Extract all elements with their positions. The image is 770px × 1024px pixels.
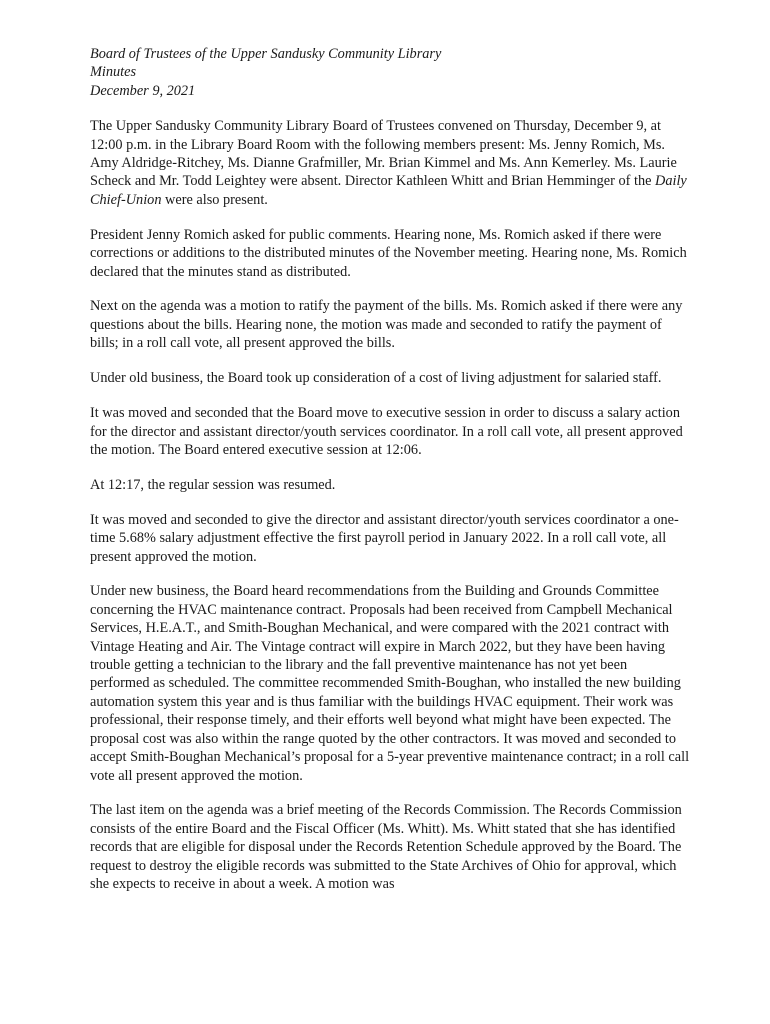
document-subtitle: Minutes (90, 64, 137, 81)
paragraph-executive-session: It was moved and seconded that the Board move to executive session in order to discuss a salary action for the director and assistant director/youth services coordinator. In a roll call vote, all present approved the motion. The Board entered executive session at 12:06. (90, 405, 683, 458)
paragraph-salary-adjustment: It was moved and seconded to give the director and assistant director/youth services coordinator a one-time 5.68% salary adjustment effective the first payroll period in January 2022. In a roll call vote, all present approved the motion. (90, 511, 679, 565)
newspaper-name: Daily Chief-Union (90, 173, 687, 208)
paragraph-public-comments: President Jenny Romich asked for public comments. Hearing none, Ms. Romich asked if there were corrections or additions to the distributed minutes of the November meeting. Hearing none, Ms. Romich declared that the minutes stand as distributed. (90, 226, 687, 280)
paragraph-records-commission: The last item on the agenda was a brief meeting of the Records Commission. The Records Commission consists of the entire Board and the Fiscal Officer (Ms. Whitt). Ms. Whitt stated that she has identified records that are eligible for disposal under the Records Retention Schedule approved by the Board. The request to destroy the eligible records was submitted to the State Archives of Ohio for approval, which she expects to receive in about a week. A motion was (90, 802, 682, 893)
paragraph-new-business: Under new business, the Board heard recommendations from the Building and Grounds Committee concerning the HVAC maintenance contract. Proposals had been received from Campbell Mechanical Services, H.E.A.T., and Smith-Boughan Mechanical, and were compared with the 2021 contract with Vintage Heating and Air. The Vintage contract will expire in March 2022, but they have been having trouble getting a technician to the library and the fall preventive maintenance has not yet been performed as scheduled. The committee recommended Smith-Boughan, who installed the new building automation system this year and is thus familiar with the buildings HVAC equipment. Their work was professional, their response timely, and their efforts well beyond what might have been expected. The proposal cost was also within the range quoted by the other contractors. It was moved and seconded to accept Smith-Boughan Mechanical’s proposal for a 5-year preventive maintenance contract; in a roll call vote all present approved the motion. (90, 583, 690, 784)
paragraph-session-resumed: At 12:17, the regular session was resumed. (90, 476, 336, 493)
paragraph-attendance-end: were also present. (161, 191, 268, 208)
paragraph-old-business: Under old business, the Board took up consideration of a cost of living adjustment for salaried staff. (90, 370, 662, 387)
document-page (90, 45, 690, 910)
document-header (90, 45, 690, 100)
paragraph-attendance (90, 117, 690, 209)
document-date: December 9, 2021 (90, 82, 196, 99)
paragraph-attendance-text: The Upper Sandusky Community Library Board of Trustees convened on Thursday, December 9, at 12:00 p.m. in the Library Board Room with the following members present: Ms. Jenny Romich, Ms. Amy Aldridge-Ritchey, Ms. Dianne Grafmiller, Mr. Brian Kimmel and Ms. Ann Kemerley. Ms. Laurie Scheck and Mr. Todd Leightey were absent. Director Kathleen Whitt and Brian Hemminger of the (90, 118, 677, 190)
document-title: Board of Trustees of the Upper Sandusky Community Library (90, 46, 442, 62)
paragraph-bills: Next on the agenda was a motion to ratify the payment of the bills. Ms. Romich asked if there were any questions about the bills. Hearing none, the motion was made and seconded to ratify the payment of bills; in a roll call vote, all present approved the bills. (90, 298, 683, 352)
